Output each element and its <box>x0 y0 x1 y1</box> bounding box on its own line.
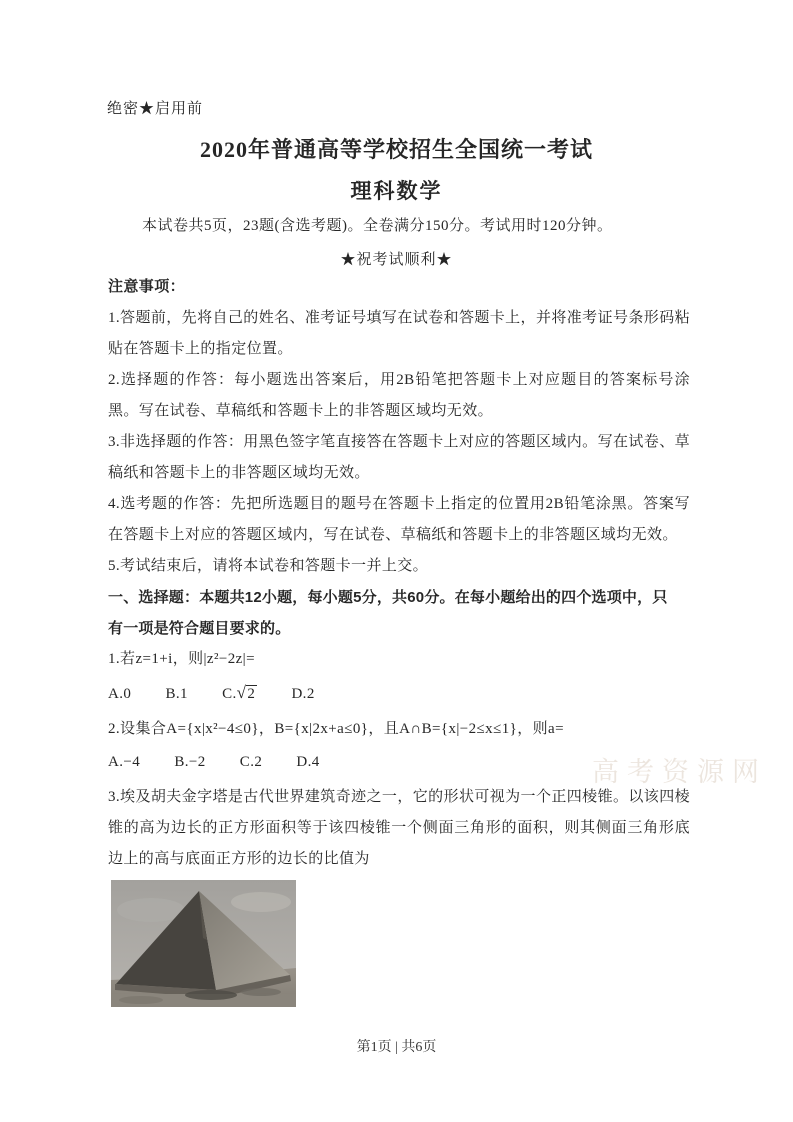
pyramid-photo <box>111 880 296 1007</box>
page-number-footer: 第1页 | 共6页 <box>356 1040 437 1055</box>
exam-subtitle: 理科数学 <box>350 179 443 203</box>
option: A.−4 <box>108 754 141 770</box>
notice-heading: 注意事项： <box>108 279 186 295</box>
paper-body <box>108 272 690 1007</box>
question-1-stem: 1.若z=1+i，则|z²−2z|= <box>108 651 255 667</box>
sqrt-radicand: 2 <box>247 686 256 702</box>
question-2-options <box>108 745 690 782</box>
question-3-stem: 3.埃及胡夫金字塔是古代世界建筑奇迹之一，它的形状可视为一个正四棱锥。以该四棱锥的高为边长的正方形面积等于该四棱锥一个侧面三角形的面积，则其侧面三角形底边上的高与底面正方形的边长的比值为 <box>108 789 690 867</box>
question-2-stem: 2.设集合A={x|x²−4≤0}，B={x|2x+a≤0}，且A∩B={x|−2≤x≤1}，则a= <box>108 721 564 737</box>
notice-item-2: 2.选择题的作答：每小题选出答案后，用2B铅笔把答题卡上对应题目的答案标号涂黑。写在试卷、草稿纸和答题卡上的非答题区域均无效。 <box>108 372 690 419</box>
question-1-options <box>108 675 690 714</box>
notice-item-5: 5.考试结束后，请将本试卷和答题卡一并上交。 <box>108 558 429 574</box>
option: C.2 <box>239 754 263 770</box>
option: D.4 <box>296 754 320 770</box>
exam-info-line: 本试卷共5页，23题(含选考题)。全卷满分150分。考试用时120分钟。 <box>142 218 613 234</box>
notice-item-3: 3.非选择题的作答：用黑色签字笔直接答在答题卡上对应的答题区域内。写在试卷、草稿纸和答题卡上的非答题区域均无效。 <box>108 434 690 481</box>
option: D.2 <box>291 686 315 702</box>
exam-title: 2020年普通高等学校招生全国统一考试 <box>199 137 593 162</box>
option: C.√2 <box>222 683 256 702</box>
notice-item-1: 1.答题前，先将自己的姓名、准考证号填写在试卷和答题卡上，并将准考证号条形码粘贴在答题卡上的指定位置。 <box>108 310 690 357</box>
pyramid-photo-graphic <box>111 880 296 1007</box>
option: B.−2 <box>174 754 206 770</box>
option: B.1 <box>165 686 188 702</box>
section-one-heading <box>108 582 690 644</box>
classification-label: 绝密★启用前 <box>107 101 204 117</box>
exam-wish-line: ★祝考试顺利★ <box>340 252 453 268</box>
notice-item-4: 4.选考题的作答：先把所选题目的题号在答题卡上指定的位置用2B铅笔涂黑。答案写在答题卡上对应的答题区域内，写在试卷、草稿纸和答题卡上的非答题区域均无效。 <box>108 496 690 543</box>
option: A.0 <box>108 686 132 702</box>
watermark-text: 高考资源网 <box>592 757 767 787</box>
section-one-heading-line2: 有一项是符合题目要求的。 <box>108 620 291 637</box>
section-one-heading-line1: 一、选择题：本题共12小题，每小题5分，共60分。在每小题给出的四个选项中，只 <box>108 589 668 606</box>
sqrt-radical-sign: √ <box>236 683 247 702</box>
